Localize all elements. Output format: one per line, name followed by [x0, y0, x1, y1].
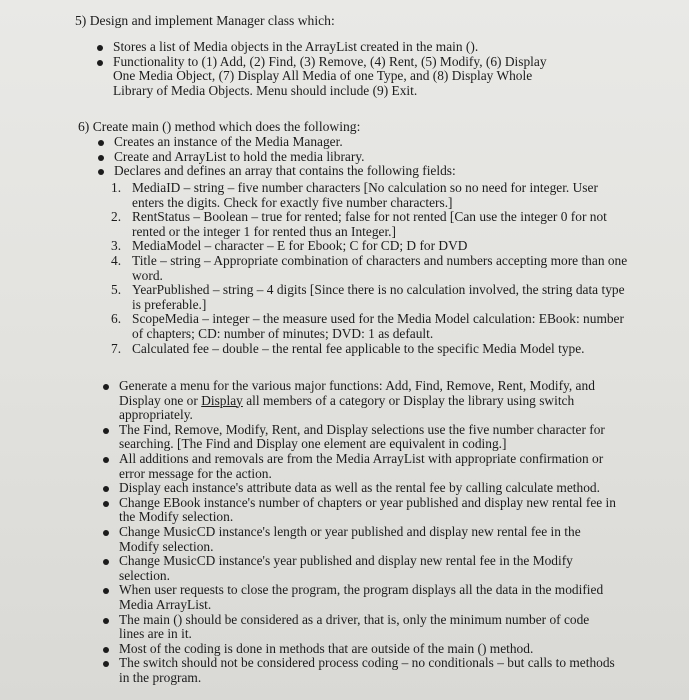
list-item: Change MusicCD instance's length or year published and display new rental fee in the Modify selection. — [119, 525, 617, 554]
bullet-icon — [98, 140, 104, 146]
bullet-icon — [97, 60, 103, 66]
field-item: 2. RentStatus – Boolean – true for rented; false for not rented [Can use the integer 0 for not rented or the integer 1 for rented thus an Integer.] — [111, 209, 607, 239]
bullet-icon — [103, 384, 109, 390]
section5-bullets — [113, 40, 563, 98]
bullet-icon — [103, 618, 109, 624]
field-item: 6. ScopeMedia – integer – the measure used for the Media Model calculation: EBook: number of chapters; CD: number of minutes; DVD: 1 as default. — [111, 311, 624, 341]
bullet-icon — [103, 530, 109, 536]
section5-heading: 5) Design and implement Manager class which: — [75, 13, 335, 28]
bullet-icon — [103, 661, 109, 667]
field-item: 7. Calculated fee – double – the rental fee applicable to the specific Media Model type. — [111, 340, 585, 356]
bullet-icon — [103, 486, 109, 492]
list-item: Functionality to (1) Add, (2) Find, (3) Remove, (4) Rent, (5) Modify, (6) Display One Media Object, (7) Display All Media of one Type, and (8) Display Whole Library of Media Objects. Menu should include (9) Exit. — [113, 55, 563, 99]
list-item: Change EBook instance's number of chapters or year published and display new rental fee in the Modify selection. — [119, 496, 617, 525]
list-item: Stores a list of Media objects in the ArrayList created in the main (). — [113, 40, 563, 55]
list-item: The main () should be considered as a driver, that is, only the minimum number of code lines are in it. — [119, 613, 617, 642]
section6-heading: 6) Create main () method which does the following: — [78, 119, 361, 134]
list-item: All additions and removals are from the Media ArrayList with appropriate confirmation or error message for the action. — [119, 452, 617, 481]
section6-bottom-bullets — [119, 379, 617, 685]
bullet-icon — [103, 588, 109, 594]
bullet-icon — [103, 428, 109, 434]
section6-top-bullets — [114, 135, 594, 179]
bullet-icon — [97, 45, 103, 51]
list-item: Most of the coding is done in methods that are outside of the main () method. — [119, 642, 617, 657]
list-item: Change MusicCD instance's year published and display new rental fee in the Modify selection. — [119, 554, 617, 583]
bullet-icon — [98, 169, 104, 175]
bullet-icon — [103, 457, 109, 463]
bullet-icon — [103, 559, 109, 565]
field-item: 4. Title – string – Appropriate combination of characters and numbers accepting more than one word. — [111, 252, 628, 283]
list-item: Generate a menu for the various major functions: Add, Find, Remove, Rent, Modify, and Display one or Display all members of a category or Display the library using switch appropriately. — [119, 379, 617, 423]
bullet-icon — [98, 155, 104, 161]
field-item: 3. MediaModel – character – E for Ebook; C for CD; D for DVD — [111, 238, 468, 254]
bullet-icon — [103, 647, 109, 653]
fields-list — [111, 180, 630, 356]
field-item: 1. MediaID – string – five number characters [No calculation so no need for integer. User enters the digits. Check for exactly five number characters.] — [111, 180, 598, 210]
list-item: The switch should not be considered process coding – no conditionals – but calls to methods in the program. — [119, 656, 617, 685]
bullet-icon — [103, 501, 109, 507]
list-item: Declares and defines an array that contains the following fields: — [114, 164, 594, 179]
list-item: Creates an instance of the Media Manager. — [114, 135, 594, 150]
list-item: When user requests to close the program, the program displays all the data in the modified Media ArrayList. — [119, 583, 617, 612]
list-item: Display each instance's attribute data as well as the rental fee by calling calculate method. — [119, 481, 617, 496]
list-item: The Find, Remove, Modify, Rent, and Display selections use the five number character for searching. [The Find and Display one element are equivalent in coding.] — [119, 423, 617, 452]
list-item: Create and ArrayList to hold the media library. — [114, 150, 594, 165]
field-item: 5. YearPublished – string – 4 digits [Since there is no calculation involved, the string data type is preferable.] — [111, 282, 625, 312]
